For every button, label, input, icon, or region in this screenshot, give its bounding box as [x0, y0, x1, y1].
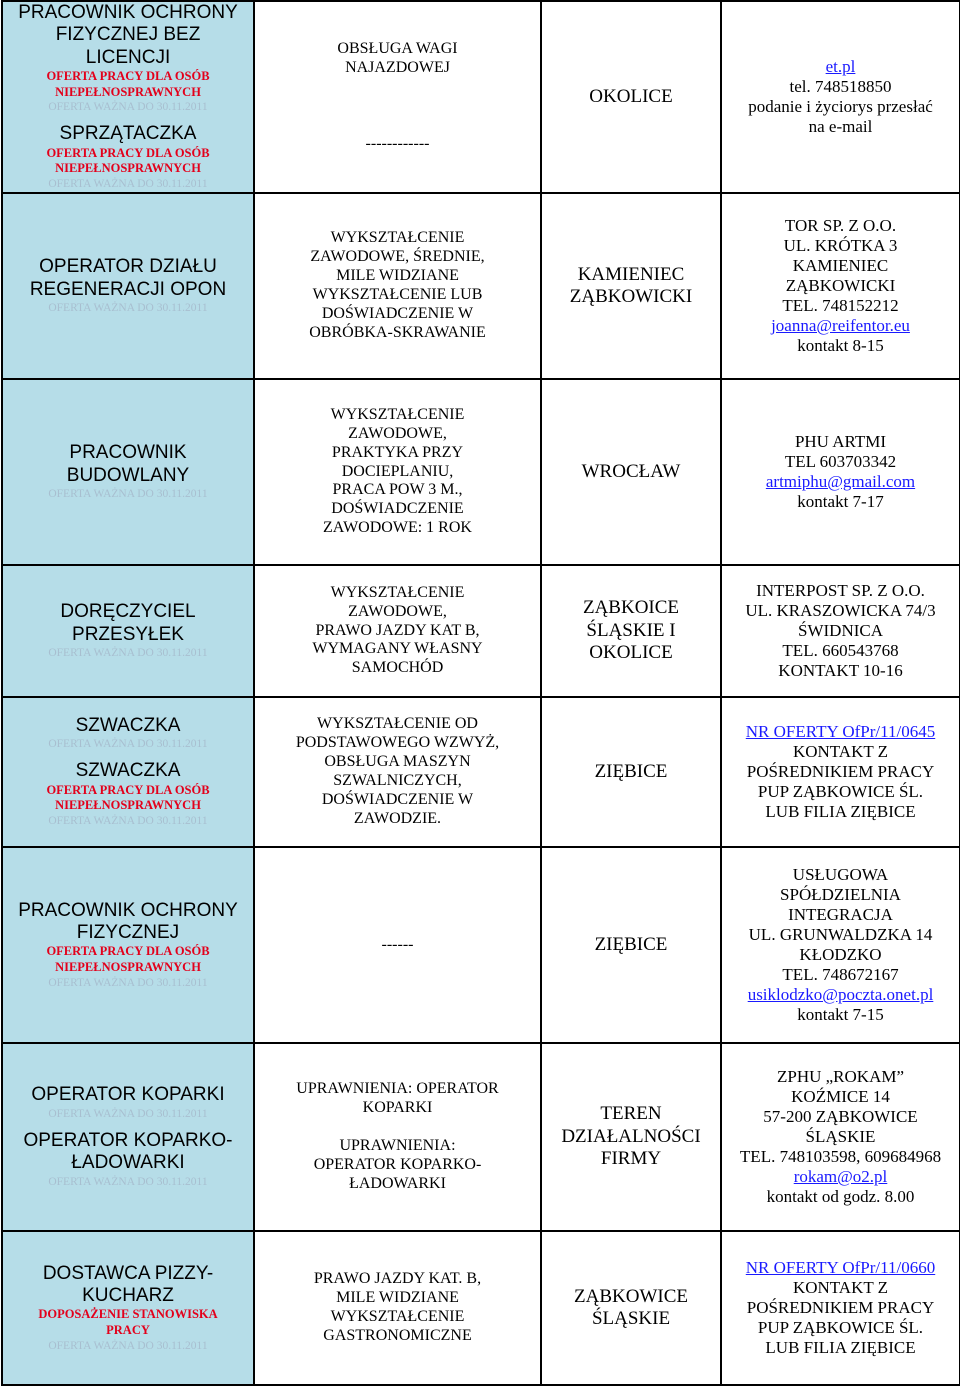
offer-validity: OFERTA WAŻNA DO 30.11.2011: [48, 738, 208, 751]
requirements-line: DOCIEPLANIU,: [341, 462, 454, 480]
contact-cell: [721, 1231, 960, 1385]
offer-row: [2, 697, 960, 847]
offer-validity: OFERTA WAŻNA DO 30.11.2011: [48, 178, 208, 191]
offer-type-note: OFERTA PRACY DLA OSÓB: [46, 782, 210, 797]
contact-cell: [721, 847, 960, 1043]
position-title: KUCHARZ: [82, 1284, 174, 1306]
location-cell: [541, 1231, 721, 1385]
offer-type-note: DOPOSAŻENIE STANOWISKA: [38, 1307, 218, 1322]
offer-row: [2, 1231, 960, 1385]
contact-line: INTERPOST SP. Z O.O.: [756, 580, 925, 600]
contact-line: ZĄBKOWICKI: [785, 275, 896, 295]
position-title: FIZYCZNEJ BEZ: [55, 24, 201, 46]
requirements-line: ------------: [365, 134, 430, 152]
requirements-line: [258, 116, 537, 135]
contact-cell: [721, 379, 960, 565]
position-title: PRZESYŁEK: [72, 623, 184, 645]
contact-line: SPÓŁDZIELNIA: [780, 884, 901, 904]
offer-type-note: OFERTA PRACY DLA OSÓB: [46, 944, 210, 959]
location-cell: [541, 1043, 721, 1231]
requirements-line: NAJAZDOWEJ: [345, 59, 450, 77]
contact-line: LUB FILIA ZIĘBICE: [765, 802, 916, 822]
location-line: ZĄBKOICE: [582, 597, 680, 619]
requirements-line: OPERATOR KOPARKO-: [313, 1155, 482, 1173]
offer-validity: OFERTA WAŻNA DO 30.11.2011: [48, 976, 208, 989]
location-line: TEREN: [600, 1103, 662, 1125]
contact-cell: [721, 1, 960, 193]
contact-line: PHU ARTMI: [794, 431, 887, 451]
requirements-line: OBSŁUGA MASZYN: [324, 753, 471, 771]
requirements-line: WYMAGANY WŁASNY: [312, 640, 483, 658]
location-cell: [541, 697, 721, 847]
position-title: SZWACZKA: [75, 715, 181, 737]
contact-line: LUB FILIA ZIĘBICE: [765, 1338, 916, 1358]
contact-line: tel. 748518850: [789, 76, 892, 96]
location-line: ZIĘBICE: [594, 933, 668, 955]
position-title: OPERATOR KOPARKO-: [23, 1129, 233, 1151]
contact-line: TEL. 748103598, 609684968: [739, 1147, 942, 1167]
requirements-line: ZAWODOWE: 1 ROK: [323, 519, 472, 537]
offer-validity: OFERTA WAŻNA DO 30.11.2011: [48, 1107, 208, 1120]
location-line: OKOLICE: [589, 85, 673, 107]
position-title: LICENCJI: [85, 46, 171, 68]
position-title: SZWACZKA: [75, 760, 181, 782]
contact-link[interactable]: NR OFERTY OfPr/11/0645: [745, 721, 936, 741]
contact-link[interactable]: joanna@reifentor.eu: [771, 316, 910, 336]
requirements-line: WYKSZTAŁCENIE: [330, 583, 465, 601]
requirements-cell: [254, 847, 541, 1043]
offer-validity: OFERTA WAŻNA DO 30.11.2011: [48, 815, 208, 828]
job-offers-body: [2, 1, 960, 1385]
requirements-line: PODSTAWOWEGO WZWYŻ,: [295, 734, 500, 752]
offer-row: [2, 565, 960, 697]
location-line: FIRMY: [600, 1148, 662, 1170]
offer-type-note: OFERTA PRACY DLA OSÓB: [46, 145, 210, 160]
contact-line: KOŹMICE 14: [791, 1086, 890, 1106]
contact-line: UL. KRASZOWICKA 74/3: [745, 600, 936, 620]
contact-line: kontakt 8-15: [797, 336, 884, 356]
position-spacer: [6, 1122, 250, 1130]
location-line: ŚLĄSKIE: [591, 1308, 671, 1329]
requirements-cell: [254, 193, 541, 379]
offer-validity: OFERTA WAŻNA DO 30.11.2011: [48, 101, 208, 114]
position-title: OPERATOR DZIAŁU: [39, 256, 217, 278]
requirements-cell: [254, 1043, 541, 1231]
location-cell: [541, 1, 721, 193]
requirements-line: KOPARKI: [362, 1099, 433, 1117]
contact-line: KONTAKT 10-16: [778, 661, 903, 681]
contact-line: TEL 603703342: [784, 451, 897, 471]
contact-line: 57-200 ZĄBKOWICE: [763, 1106, 918, 1126]
contact-line: PUP ZĄBKOWICE ŚL.: [757, 782, 924, 802]
requirements-line: WYKSZTAŁCENIE LUB: [312, 286, 483, 303]
offer-validity: OFERTA WAŻNA DO 30.11.2011: [48, 646, 208, 659]
position-cell: [2, 193, 254, 379]
position-cell: [2, 379, 254, 565]
requirements-line: PRAWO JAZDY KAT. B,: [313, 1270, 482, 1288]
contact-line: ŚLĄSKIE: [805, 1126, 876, 1146]
requirements-line: DOŚWIADCZENIE W: [321, 790, 474, 808]
contact-line: UL. GRUNWALDZKA 14: [748, 924, 933, 944]
requirements-cell: [254, 565, 541, 697]
position-title: ŁADOWARKI: [71, 1152, 185, 1174]
requirements-line: [258, 97, 537, 116]
contact-line: TOR SP. Z O.O.: [784, 215, 897, 235]
location-line: ZIĘBICE: [594, 760, 668, 782]
contact-line: kontakt 7-15: [797, 1005, 884, 1025]
requirements-line: WYKSZTAŁCENIE OD: [317, 715, 478, 733]
contact-link[interactable]: usiklodzko@poczta.onet.pl: [747, 985, 934, 1005]
requirements-cell: [254, 697, 541, 847]
requirements-line: PRAWO JAZDY KAT B,: [315, 621, 480, 639]
requirements-line: SAMOCHÓD: [351, 659, 444, 677]
location-cell: [541, 847, 721, 1043]
position-cell: [2, 1, 254, 193]
requirements-line: ZAWODOWE,: [348, 602, 447, 620]
contact-link[interactable]: artmiphu@gmail.com: [765, 472, 916, 491]
requirements-line: WYKSZTAŁCENIE: [330, 229, 465, 247]
location-line: ZĄBKOWICKI: [569, 286, 693, 307]
contact-cell: [721, 697, 960, 847]
contact-line: UL. KRÓTKA 3: [783, 235, 898, 255]
location-line: DZIAŁALNOŚCI: [561, 1125, 701, 1147]
contact-line: kontakt od godz. 8.00: [766, 1187, 915, 1207]
position-title: REGENERACJI OPON: [29, 278, 227, 300]
position-title: DOSTAWCA PIZZY-: [42, 1262, 214, 1284]
position-title: PRACOWNIK OCHRONY: [18, 2, 238, 23]
contact-line: USŁUGOWA: [792, 864, 889, 884]
location-line: ŚLĄSKIE I: [586, 619, 676, 641]
requirements-line: UPRAWNIENIA: OPERATOR: [296, 1080, 499, 1098]
contact-line: TEL. 748152212: [782, 296, 899, 316]
position-spacer: [6, 115, 250, 123]
position-title: BUDOWLANY: [66, 464, 190, 486]
requirements-line: ZAWODOWE,: [348, 424, 447, 442]
location-line: ZĄBKOWICE: [574, 1285, 688, 1307]
contact-line: PUP ZĄBKOWICE ŚL.: [757, 1318, 924, 1338]
contact-cell: [721, 1043, 960, 1231]
offer-row: [2, 193, 960, 379]
contact-line: kontakt 7-17: [797, 492, 884, 512]
position-title: DORĘCZYCIEL: [60, 601, 196, 623]
contact-line: TEL. 748672167: [782, 965, 899, 985]
requirements-cell: [254, 1, 541, 193]
offer-type-note: PRACY: [106, 1322, 150, 1337]
requirements-line: UPRAWNIENIA:: [339, 1137, 456, 1154]
location-line: WROCŁAW: [581, 460, 681, 482]
location-cell: [541, 379, 721, 565]
contact-link[interactable]: rokam@o2.pl: [793, 1167, 888, 1187]
requirements-line: MILE WIDZIANE: [336, 1289, 459, 1307]
offer-type-note: NIEPEŁNOSPRAWNYCH: [55, 798, 201, 813]
position-title: SPRZĄTACZKA: [59, 123, 197, 145]
offer-type-note: NIEPEŁNOSPRAWNYCH: [55, 959, 201, 974]
contact-line: KŁODZKO: [799, 945, 882, 964]
position-title: OPERATOR KOPARKI: [31, 1084, 225, 1106]
requirements-line: WYKSZTAŁCENIE: [330, 405, 465, 423]
requirements-line: DOŚWIADCZENIE W: [321, 304, 474, 322]
offer-row: [2, 1, 960, 193]
position-title: FIZYCZNEJ: [76, 921, 180, 943]
contact-line: POŚREDNIKIEM PRACY: [746, 761, 935, 781]
offer-validity: OFERTA WAŻNA DO 30.11.2011: [48, 301, 208, 314]
position-title: PRACOWNIK OCHRONY: [18, 899, 238, 921]
requirements-line: ŁADOWARKI: [349, 1174, 446, 1192]
requirements-cell: [254, 1231, 541, 1385]
requirements-line: ------: [381, 935, 414, 953]
position-title: PRACOWNIK: [69, 442, 187, 464]
position-cell: [2, 1043, 254, 1231]
contact-cell: [721, 565, 960, 697]
offer-type-note: NIEPEŁNOSPRAWNYCH: [55, 161, 201, 176]
position-spacer: [6, 752, 250, 760]
location-cell: [541, 193, 721, 379]
offer-validity: OFERTA WAŻNA DO 30.11.2011: [48, 1339, 208, 1352]
job-offers-table: [1, 0, 960, 1386]
contact-line: KONTAKT Z: [792, 1277, 889, 1297]
requirements-line: DOŚWIADCZENIE: [331, 500, 464, 518]
offer-type-note: NIEPEŁNOSPRAWNYCH: [55, 84, 201, 99]
contact-link[interactable]: et.pl: [825, 56, 856, 76]
position-cell: [2, 565, 254, 697]
requirements-line: [258, 1118, 537, 1137]
requirements-line: GASTRONOMICZNE: [323, 1326, 472, 1344]
contact-line: INTEGRACJA: [788, 904, 893, 924]
location-line: KAMIENIEC: [577, 263, 685, 285]
requirements-line: PRAKTYKA PRZY: [331, 443, 464, 461]
contact-line: TEL. 660543768: [782, 641, 899, 661]
requirements-line: ZAWODOWE, ŚREDNIE,: [310, 248, 485, 266]
contact-line: na e-mail: [808, 117, 873, 137]
contact-cell: [721, 193, 960, 379]
requirements-line: SZWALNICZYCH,: [333, 772, 462, 789]
location-cell: [541, 565, 721, 697]
contact-line: KONTAKT Z: [792, 741, 889, 761]
offer-type-note: OFERTA PRACY DLA OSÓB: [46, 69, 210, 84]
position-cell: [2, 697, 254, 847]
offer-row: [2, 847, 960, 1043]
contact-line: POŚREDNIKIEM PRACY: [746, 1297, 935, 1317]
offer-row: [2, 379, 960, 565]
contact-link[interactable]: NR OFERTY OfPr/11/0660: [745, 1257, 936, 1277]
offer-validity: OFERTA WAŻNA DO 30.11.2011: [48, 487, 208, 500]
contact-line: KAMIENIEC: [792, 255, 889, 275]
offer-row: [2, 1043, 960, 1231]
requirements-line: WYKSZTAŁCENIE: [330, 1308, 465, 1325]
requirements-line: OBSŁUGA WAGI: [337, 40, 458, 58]
offer-validity: OFERTA WAŻNA DO 30.11.2011: [48, 1175, 208, 1188]
position-cell: [2, 847, 254, 1043]
contact-line: ŚWIDNICA: [798, 620, 883, 640]
requirements-line: ZAWODZIE.: [353, 809, 442, 827]
contact-line: ZPHU „ROKAM”: [776, 1066, 905, 1086]
requirements-line: MILE WIDZIANE: [336, 267, 459, 285]
requirements-line: PRACA POW 3 M.,: [332, 481, 463, 499]
requirements-line: [258, 78, 537, 97]
location-line: OKOLICE: [589, 642, 673, 664]
requirements-line: OBRÓBKA-SKRAWANIE: [309, 323, 486, 341]
position-cell: [2, 1231, 254, 1385]
requirements-cell: [254, 379, 541, 565]
contact-line: podanie i życiorys przesłać: [748, 97, 933, 116]
